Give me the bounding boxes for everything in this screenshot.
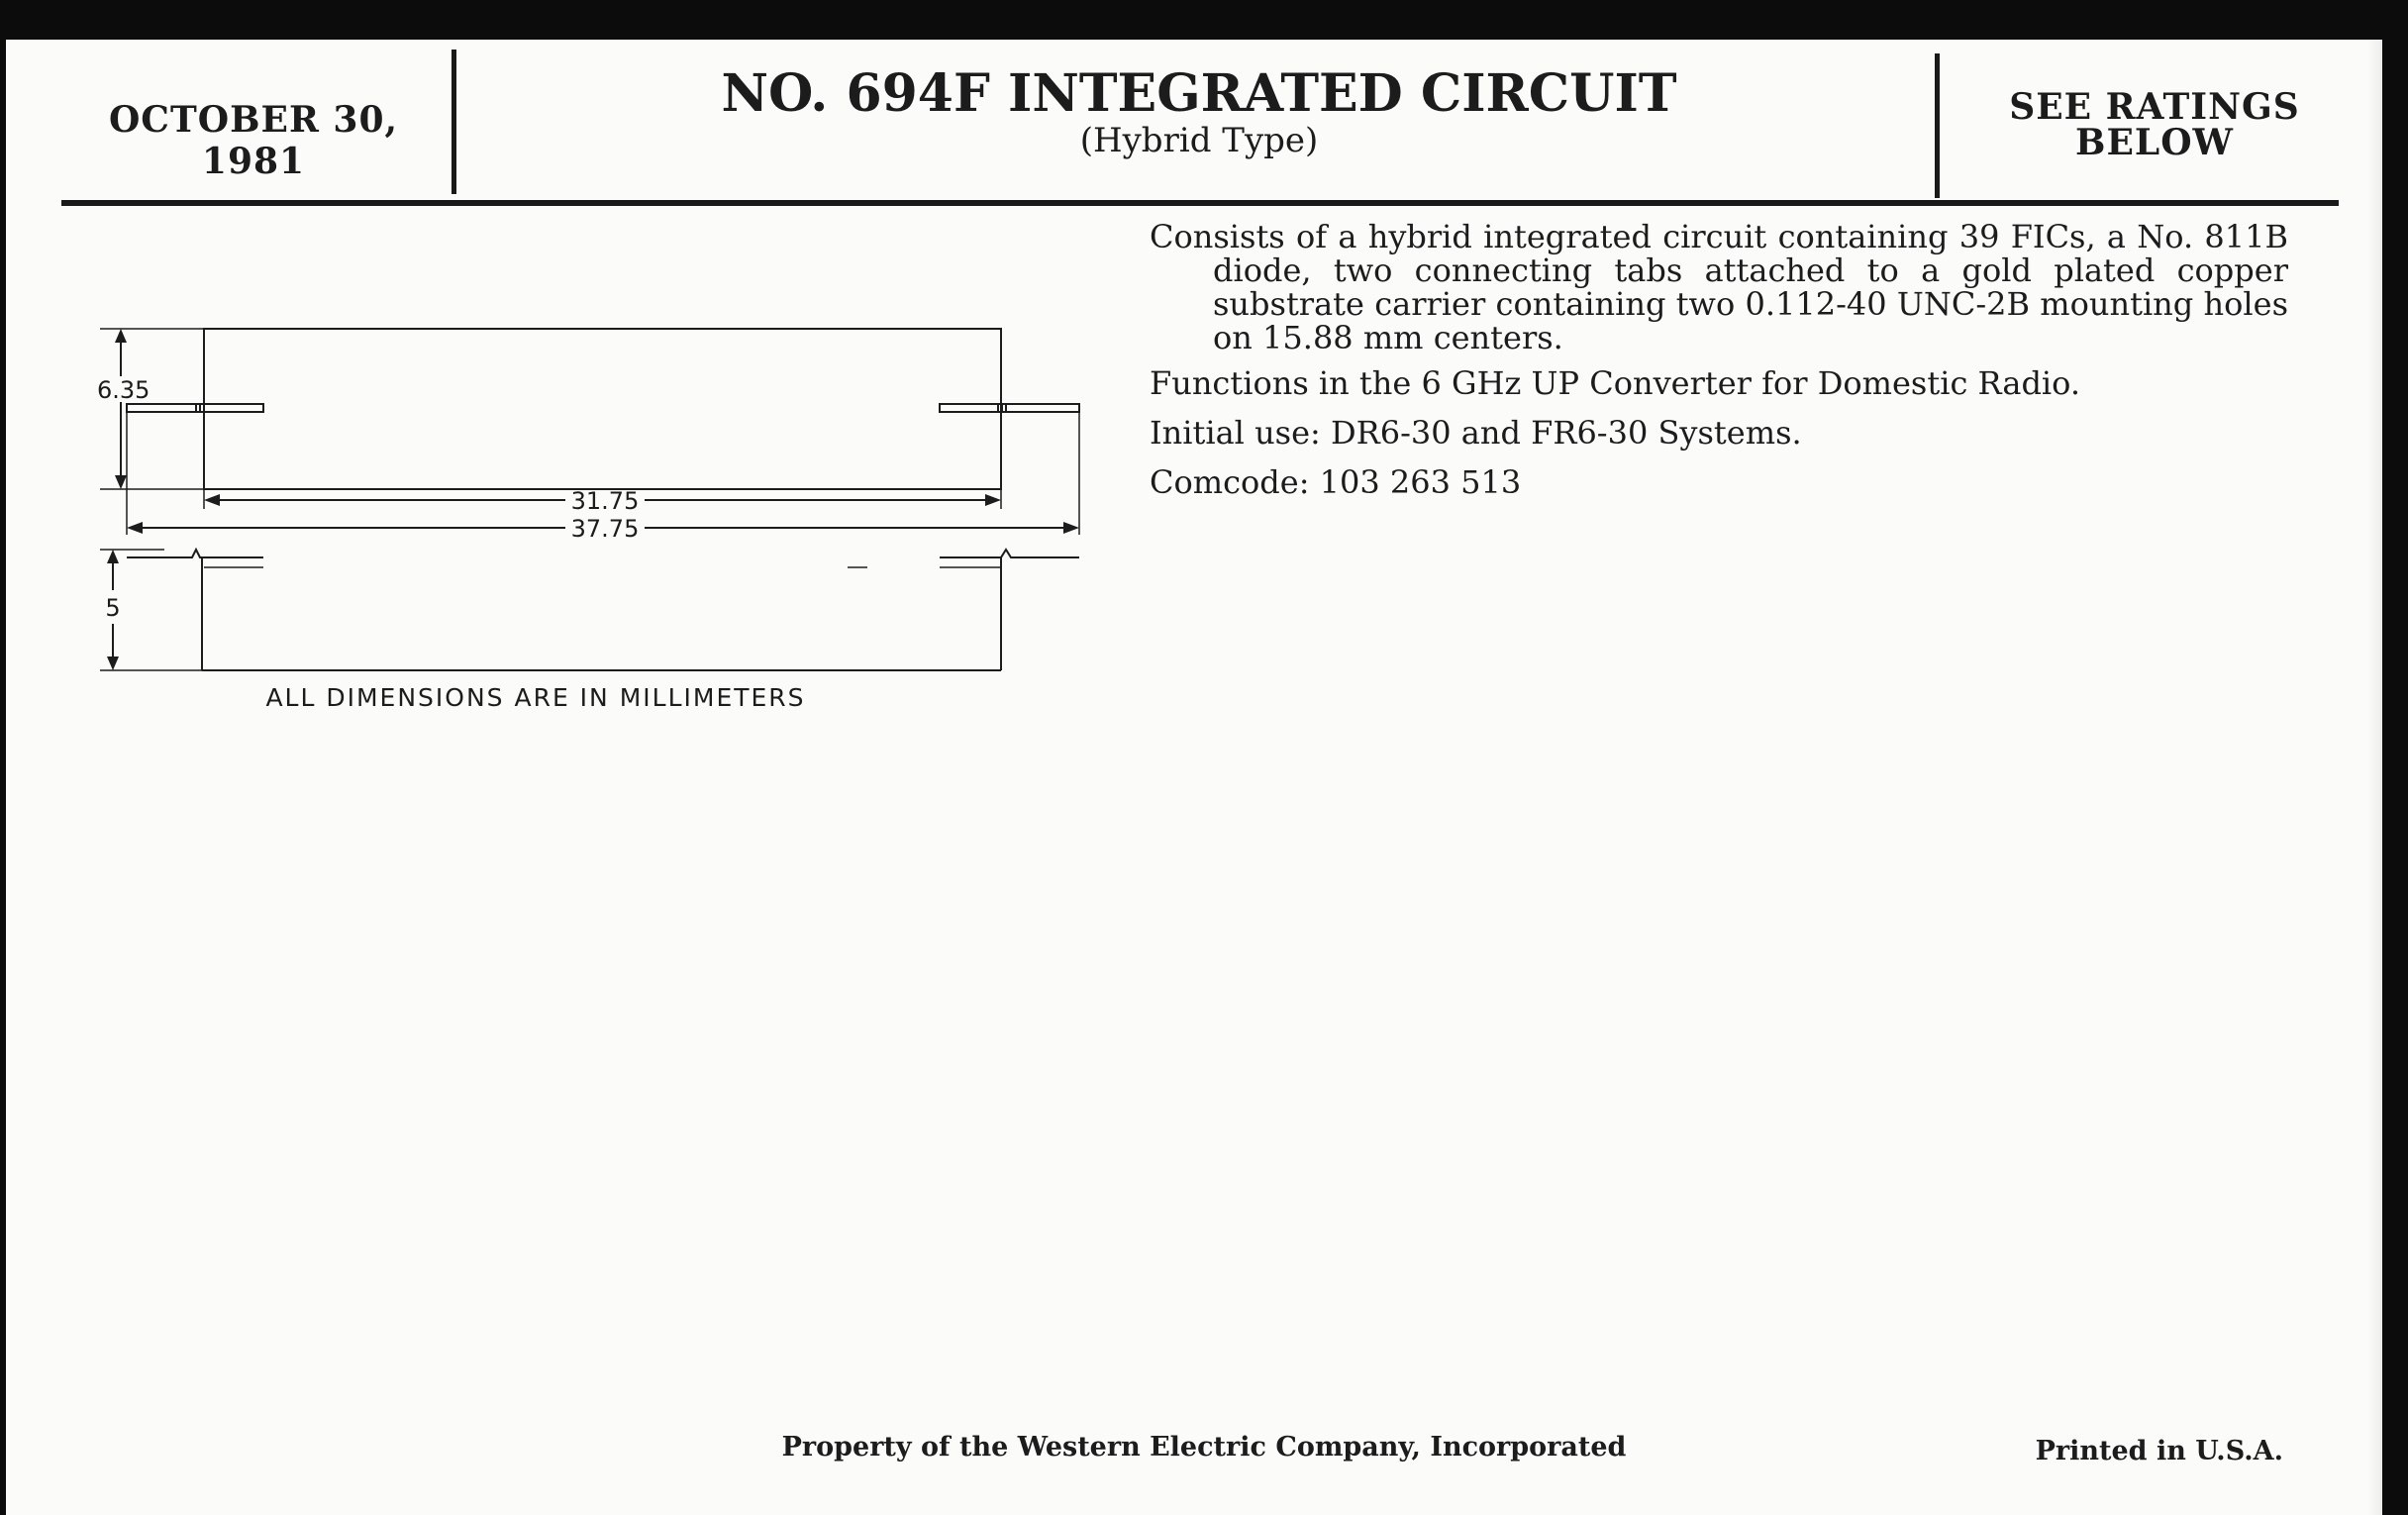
- dimension-drawing: [55, 267, 1095, 733]
- arrowhead-icon: [127, 522, 143, 534]
- description-paragraph: Consists of a hybrid integrated circuit containing 39 FICs, a No. 811B diode, two connecting tabs attached to a gold plated copper substrate carrier containing two 0.112-40 UNC-2B mounting holes on 15.88 mm centers.: [1150, 218, 2288, 356]
- header-date: OCTOBER 30, 1981: [108, 99, 399, 182]
- dim-label-overall-length: 37.75: [570, 515, 640, 543]
- arrowhead-icon: [1063, 522, 1079, 534]
- ratings-note-line2: BELOW: [2075, 122, 2234, 163]
- right-tab: [940, 404, 1079, 412]
- card-edge: [2368, 40, 2382, 1515]
- property-notice: Property of the Western Electric Company, Incorporated: [781, 1432, 1627, 1463]
- dim-label-inner-length: 31.75: [570, 487, 640, 515]
- side-view-left-tab: [127, 550, 263, 557]
- data-sheet-card: [6, 40, 2382, 1515]
- comcode-line: Comcode: 103 263 513: [1150, 463, 1522, 501]
- side-view-right-tab: [940, 550, 1079, 557]
- printed-in-notice: Printed in U.S.A.: [2035, 1436, 2283, 1466]
- units-note: ALL DIMENSIONS ARE IN MILLIMETERS: [265, 683, 806, 712]
- initial-use-line: Initial use: DR6-30 and FR6-30 Systems.: [1150, 414, 1802, 452]
- arrowhead-icon: [115, 329, 127, 343]
- arrowhead-icon: [985, 494, 1001, 506]
- header-divider-left: [452, 50, 456, 194]
- arrowhead-icon: [204, 494, 220, 506]
- dim-label-height-side: 5: [105, 594, 121, 622]
- header-divider-right: [1935, 53, 1940, 198]
- description: [1150, 220, 2288, 511]
- functions-line: Functions in the 6 GHz UP Converter for Domestic Radio.: [1150, 364, 2081, 402]
- top-view-body: [204, 329, 1001, 489]
- page-title: NO. 694F INTEGRATED CIRCUIT: [721, 63, 1677, 124]
- arrowhead-icon: [107, 656, 119, 670]
- header-rule: [61, 200, 2339, 206]
- page-subtitle: (Hybrid Type): [1079, 121, 1319, 160]
- dim-label-height-top: 6.35: [97, 376, 150, 404]
- arrowhead-icon: [107, 550, 119, 563]
- ratings-note-line1: SEE RATINGS: [2009, 86, 2300, 128]
- arrowhead-icon: [115, 475, 127, 489]
- ratings-note: [1947, 86, 2362, 163]
